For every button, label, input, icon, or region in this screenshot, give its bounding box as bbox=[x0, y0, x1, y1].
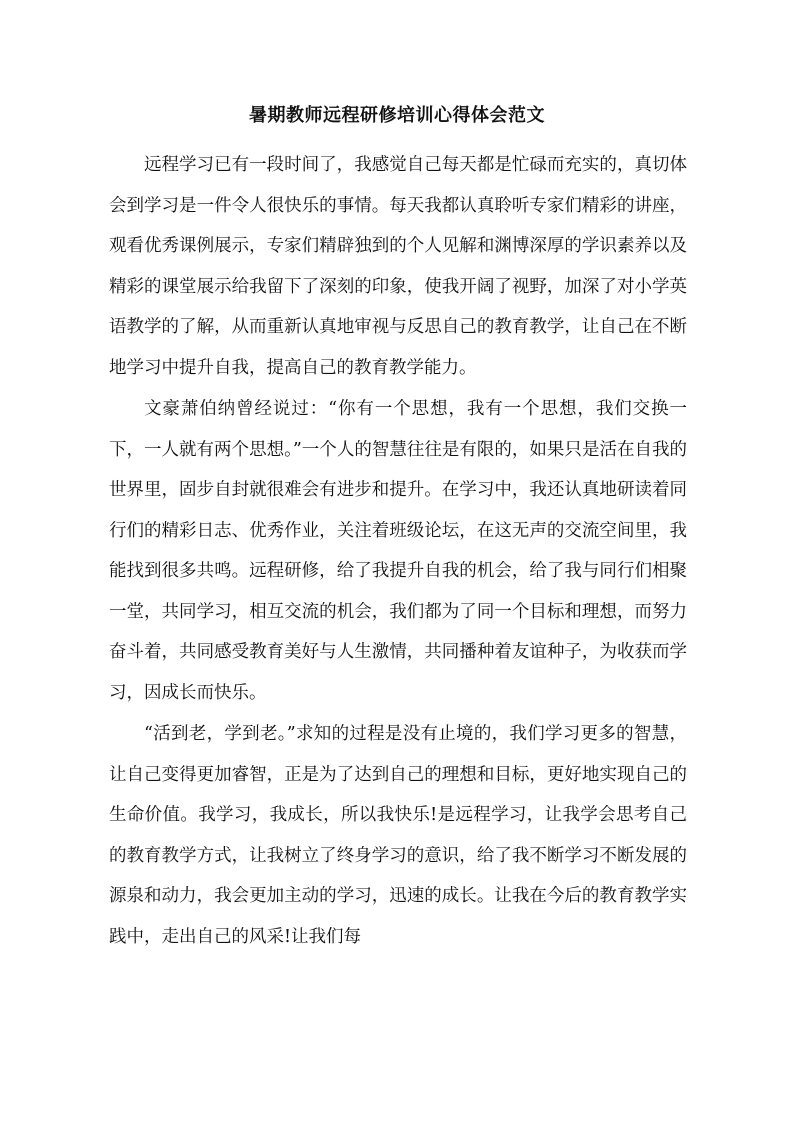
paragraph-1: 远程学习已有一段时间了，我感觉自己每天都是忙碌而充实的，真切体会到学习是一件令人很快乐的事情。每天我都认真聆听专家们精彩的讲座，观看优秀课例展示，专家们精辟独到的个人见解和渊博深厚的学识素养以及精彩的课堂展示给我留下了深刻的印象，使我开阔了视野，加深了对小学英语教学的了解，从而重新认真地审视与反思自己的教育教学，让自己在不断地学习中提升自我，提高自己的教育教学能力。 bbox=[109, 155, 687, 378]
document-body bbox=[109, 145, 687, 957]
paragraph-2: 文豪萧伯纳曾经说过：“你有一个思想，我有一个思想，我们交换一下，一人就有两个思想。”一个人的智慧往往是有限的，如果只是活在自我的世界里，固步自封就很难会有进步和提升。在学习中，我还认真地研读着同行们的精彩日志、优秀作业，关注着班级论坛，在这无声的交流空间里，我能找到很多共鸣。远程研修，给了我提升自我的机会，给了我与同行们相聚一堂，共同学习，相互交流的机会，我们都为了同一个目标和理想，而努力奋斗着，共同感受教育美好与人生激情，共同播种着友谊种子，为收获而学习，因成长而快乐。 bbox=[109, 399, 687, 703]
paragraph-3: “活到老，学到老。”求知的过程是没有止境的，我们学习更多的智慧，让自己变得更加睿智，正是为了达到自己的理想和目标，更好地实现自己的生命价值。我学习，我成长，所以我快乐!是远程学习，让我学会思考自己的教育教学方式，让我树立了终身学习的意识，给了我不断学习不断发展的源泉和动力，我会更加主动的学习，迅速的成长。让我在今后的教育教学实践中，走出自己的风采!让我们每 bbox=[109, 724, 687, 947]
document-title: 暑期教师远程研修培训心得体会范文 bbox=[249, 105, 545, 126]
